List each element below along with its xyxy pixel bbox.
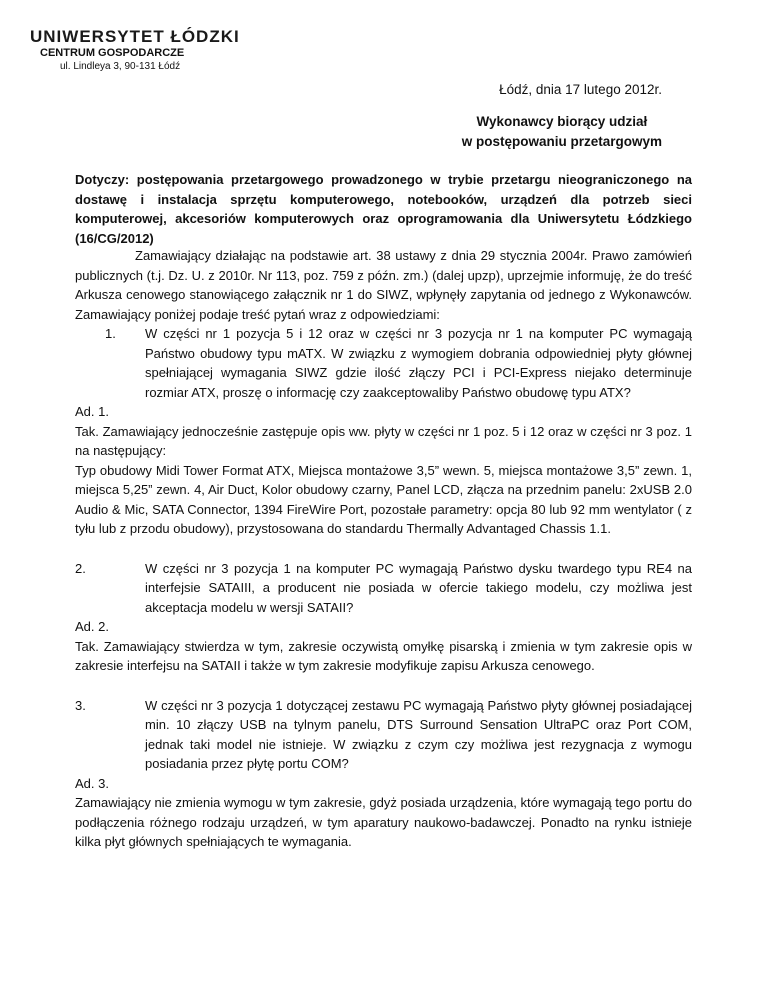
unit-address: ul. Lindleya 3, 90-131 Łódź	[60, 61, 181, 72]
answer-paragraph: Tak. Zamawiający stwierdza w tym, zakresie oczywistą omyłkę pisarską i zmienia w tym zakresie opis w zakresie interfejsu na SATAII i także w tym zakresie modyfikuje zapisu Arkusza cenowego.	[75, 638, 692, 673]
letterhead	[30, 28, 240, 73]
answer-label: Ad. 1.	[75, 404, 109, 419]
subject-paragraph: Dotyczy: postępowania przetargowego prowadzonego w trybie przetargu nieograniczonego na dostawę i instalacja sprzętu komputerowego, notebooków, urządzeń dla potrzeb sieci komputerowej, akcesoriów komputerowych oraz oprogramowania dla Uniwersytetu Łódzkiego (16/CG/2012)	[75, 172, 692, 246]
spacer	[75, 676, 692, 696]
answer-paragraph: Typ obudowy Midi Tower Format ATX, Miejsca montażowe 3,5” wewn. 5, miejsca montażowe 3,5” zewn. 1, miejsca 5,25” zewn. 4, Air Duct, Kolor obudowy czarny, Panel LCD, złącza na przednim panelu: 2xUSB 2.0 Audio & Mic, SATA Connector, 1394 FireWire Port, pozostałe parametry: opcja 80 lub 92 mm wentylator ( z tyłu lub z przodu obudowy), przystosowana do standardu Thermally Advantaged Chassis 1.1.	[75, 462, 692, 536]
question-number: 1.	[105, 326, 116, 341]
recipient-block	[462, 112, 662, 152]
unit-name: CENTRUM GOSPODARCZE	[40, 47, 185, 59]
spacer	[75, 539, 692, 559]
answer-label: Ad. 2.	[75, 619, 109, 634]
question-item	[75, 559, 692, 618]
date-line: Łódź, dnia 17 lutego 2012r.	[499, 82, 662, 97]
recipient-line-2: w postępowaniu przetargowym	[461, 134, 662, 149]
question-text: W części nr 3 pozycja 1 dotyczącej zestawu PC wymagają Państwo płyty głównej posiadającej min. 10 złączy USB na tylnym panelu, DTS Surround Sensation UltraPC oraz Port COM, jednak taki model nie istnieje. W związku z czym czy możliwa jest rezygnacja z wymogu posiadania przez płytę portu COM?	[145, 697, 692, 771]
answer-label: Ad. 3.	[75, 775, 109, 791]
question-text: W części nr 1 pozycja 5 i 12 oraz w części nr 3 pozycja nr 1 na komputer PC wymagają Państwo obudowy typu mATX. W związku z wymogiem dobrania odpowiedniej płyty głównej spełniającej wymagania SIWZ gdzie ilość złączy PCI i PCI-Express niejako determinuje rozmiar ATX, proszę o informację czy zaakceptowaliby Państwo obudowę typu ATX?	[145, 326, 692, 400]
question-item	[75, 696, 692, 774]
intro-paragraph: Zamawiający działając na podstawie art. 38 ustawy z dnia 29 stycznia 2004r. Prawo zamówień publicznych (t.j. Dz. U. z 2010r. Nr 113, poz. 759 z późn. zm.) (dalej upzp), uprzejmie informuję, że do treść Arkusza cenowego stanowiącego załącznik nr 1 do SIWZ, wpłynęły zapytania od jednego z Wykonawców. Zamawiający poniżej podaje treść pytań wraz z odpowiedziami:	[75, 248, 692, 322]
main-body	[75, 246, 692, 852]
question-number: 2.	[75, 560, 86, 576]
university-logo-name: UNIWERSYTET ŁÓDZKI	[30, 27, 240, 46]
answer-paragraph: Tak. Zamawiający jednocześnie zastępuje opis ww. płyty w części nr 1 poz. 5 i 12 oraz w części nr 3 poz. 1 na następujący:	[75, 423, 692, 458]
question-item	[75, 324, 692, 402]
question-text: W części nr 3 pozycja 1 na komputer PC wymagają Państwo dysku twardego typu RE4 na interfejsie SATAIII, a producent nie posiada w ofercie takiego modelu, czy możliwa jest akceptacja modelu w wersji SATAII?	[145, 560, 692, 615]
answer-paragraph: Zamawiający nie zmienia wymogu w tym zakresie, gdyż posiada urządzenia, które wymagają tego portu do podłączenia różnego rodzaju urządzeń, w tym aparatury naukowo-badawczej. Ponadto na rynku istnieje kilka płyt głównych spełniających te wymagania.	[75, 795, 692, 849]
question-number: 3.	[75, 697, 86, 713]
recipient-line-1: Wykonawcy biorący udział	[476, 114, 648, 129]
